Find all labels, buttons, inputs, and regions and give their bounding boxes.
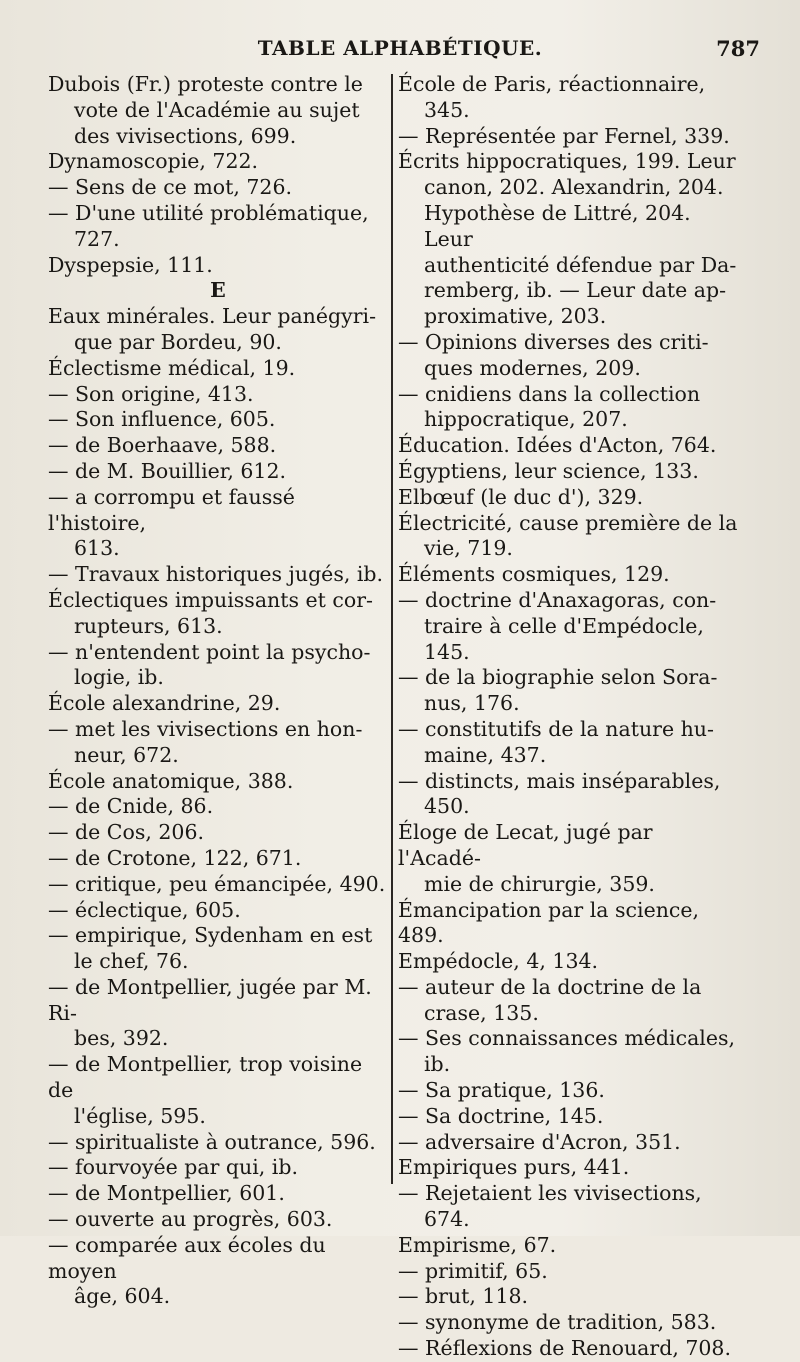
index-entry-line: que par Bordeu, 90. [74,329,282,354]
index-entry-line: 450. [424,794,470,819]
index-entry-line: École alexandrine, 29. [48,691,281,716]
index-entry-line: ib. [424,1052,451,1077]
running-title: TABLE ALPHABÉTIQUE. [257,36,543,60]
index-entry-line: — Son origine, 413. [48,381,254,406]
index-entry-line: — Rejetaient les vivisections, [398,1181,702,1206]
index-entry-line: — Réflexions de Renouard, 708. [398,1336,731,1361]
index-entry-line: — comparée aux écoles du moyen [48,1232,326,1283]
index-entry-line: nus, 176. [424,691,520,716]
index-entry-line: Dubois (Fr.) proteste contre le [48,72,363,96]
index-entry-line: vie, 719. [424,536,513,561]
index-entry-line: — ouverte au progrès, 603. [48,1207,333,1232]
index-entry-line: vote de l'Académie au sujet [74,97,360,122]
index-entry-line: Émancipation par la science, 489. [398,897,700,948]
index-entry-line: Éclectisme médical, 19. [48,355,296,380]
page-number: 787 [716,36,760,61]
index-entry-line: — met les vivisections en hon- [48,716,363,741]
index-entry-line: École anatomique, 388. [48,768,294,793]
index-entry-line: — Représentée par Fernel, 339. [398,123,730,148]
index-entry-line: — Ses connaissances médicales, [398,1026,736,1051]
index-entry-line: Éducation. Idées d'Acton, 764. [398,433,717,458]
index-entry-line: proximative, 203. [424,304,607,329]
index-entry-line: — de M. Bouillier, 612. [48,458,287,483]
left-column [48,72,388,1310]
index-entry-line: École de Paris, réactionnaire, [398,72,706,96]
index-entry-line: — n'entendent point la psycho- [48,639,371,664]
index-entry-line: canon, 202. Alexandrin, 204. [424,175,724,200]
index-entry-line: bes, 392. [74,1026,169,1051]
index-entry-line: remberg, ib. — Leur date ap- [424,278,727,303]
index-entry-line: — Sa doctrine, 145. [398,1103,604,1128]
column-divider [391,74,393,1184]
index-entry-line: âge, 604. [74,1284,171,1309]
index-entry-line: 674. [424,1207,470,1232]
index-entry-line: neur, 672. [74,742,179,767]
index-entry-line: traire à celle d'Empédocle, 145. [424,613,704,664]
index-entry-line: Écrits hippocratiques, 199. Leur [398,149,736,174]
index-entry-line: — de Crotone, 122, 671. [48,845,302,870]
index-entry-line: — de Boerhaave, 588. [48,433,277,458]
index-entry-line: des vivisections, 699. [74,123,297,148]
index-entry-line: maine, 437. [424,742,547,767]
page-header [0,36,800,66]
index-entry-line: — de Montpellier, 601. [48,1181,285,1206]
index-entry-line: Dynamoscopie, 722. [48,149,259,174]
index-entry-line: — spiritualiste à outrance, 596. [48,1129,376,1154]
index-entry-line: — Son influence, 605. [48,407,276,432]
index-entry-line: Empédocle, 4, 134. [398,949,599,974]
index-entry-line: Dyspepsie, 111. [48,252,213,277]
index-entry-line: — adversaire d'Acron, 351. [398,1129,681,1154]
index-entry-line: — de la biographie selon Sora- [398,665,718,690]
index-entry-line: Égyptiens, leur science, 133. [398,458,699,483]
index-entry-line: Éléments cosmiques, 129. [398,562,670,587]
index-entry-line: — synonyme de tradition, 583. [398,1310,717,1335]
index-entry-line: — cnidiens dans la collection [398,381,701,406]
index-entry-line: — D'une utilité problématique, [48,200,369,225]
index-entry-line: — éclectique, 605. [48,897,241,922]
index-entry-line: 345. [424,97,470,122]
index-entry-line: — a corrompu et faussé l'histoire, [48,484,295,535]
index-entry-line: logie, ib. [74,665,164,690]
index-entry-line: — Sa pratique, 136. [398,1078,605,1103]
index-entry-line: — critique, peu émancipée, 490. [48,871,386,896]
index-entry-line: Éloge de Lecat, jugé par l'Acadé- [398,820,653,870]
index-entry-line: le chef, 76. [74,949,189,974]
index-entry-line: — primitif, 65. [398,1258,548,1283]
index-entry-line: mie de chirurgie, 359. [424,871,655,896]
index-entry-line: — empirique, Sydenham en est [48,923,373,948]
index-entry-line: hippocratique, 207. [424,407,628,432]
index-entry-line: — de Montpellier, jugée par M. Ri- [48,974,372,1025]
index-entry-line: — auteur de la doctrine de la [398,974,702,999]
index-entry-line: 727. [74,226,120,251]
index-entry-line: — distincts, mais inséparables, [398,768,721,793]
index-entry-line: authenticité défendue par Da- [424,252,737,277]
index-entry-line: Éclectiques impuissants et cor- [48,587,373,612]
index-entry-line: — doctrine d'Anaxagoras, con- [398,587,717,612]
index-entry-line: crase, 135. [424,1000,539,1025]
index-entry-line: — de Cnide, 86. [48,794,214,819]
index-entry-line: — Sens de ce mot, 726. [48,175,293,200]
index-entry-line: Empiriques purs, 441. [398,1155,630,1180]
index-entry-line: 613. [74,536,120,561]
index-entry-line: — Travaux historiques jugés, ib. [48,562,384,587]
index-entry-line: — Opinions diverses des criti- [398,329,709,354]
index-entry-line: Eaux minérales. Leur panégyri- [48,304,376,329]
index-entry-line: Hypothèse de Littré, 204. Leur [424,200,691,251]
index-entry-line: l'église, 595. [74,1103,206,1128]
section-letter-heading: E [210,278,226,303]
index-entry-line: Électricité, cause première de la [398,510,738,535]
index-entry-line: — de Cos, 206. [48,820,205,845]
index-entry-line: Empirisme, 67. [398,1232,557,1257]
index-entry-line: — brut, 118. [398,1284,529,1309]
index-entry-line: — constitutifs de la nature hu- [398,716,714,741]
index-entry-line: — fourvoyée par qui, ib. [48,1155,299,1180]
index-entry-line: — de Montpellier, trop voisine de [48,1052,363,1103]
right-column [398,72,740,1362]
index-entry-line: rupteurs, 613. [74,613,223,638]
index-entry-line: Elbœuf (le duc d'), 329. [398,484,644,509]
index-entry-line: ques modernes, 209. [424,355,641,380]
